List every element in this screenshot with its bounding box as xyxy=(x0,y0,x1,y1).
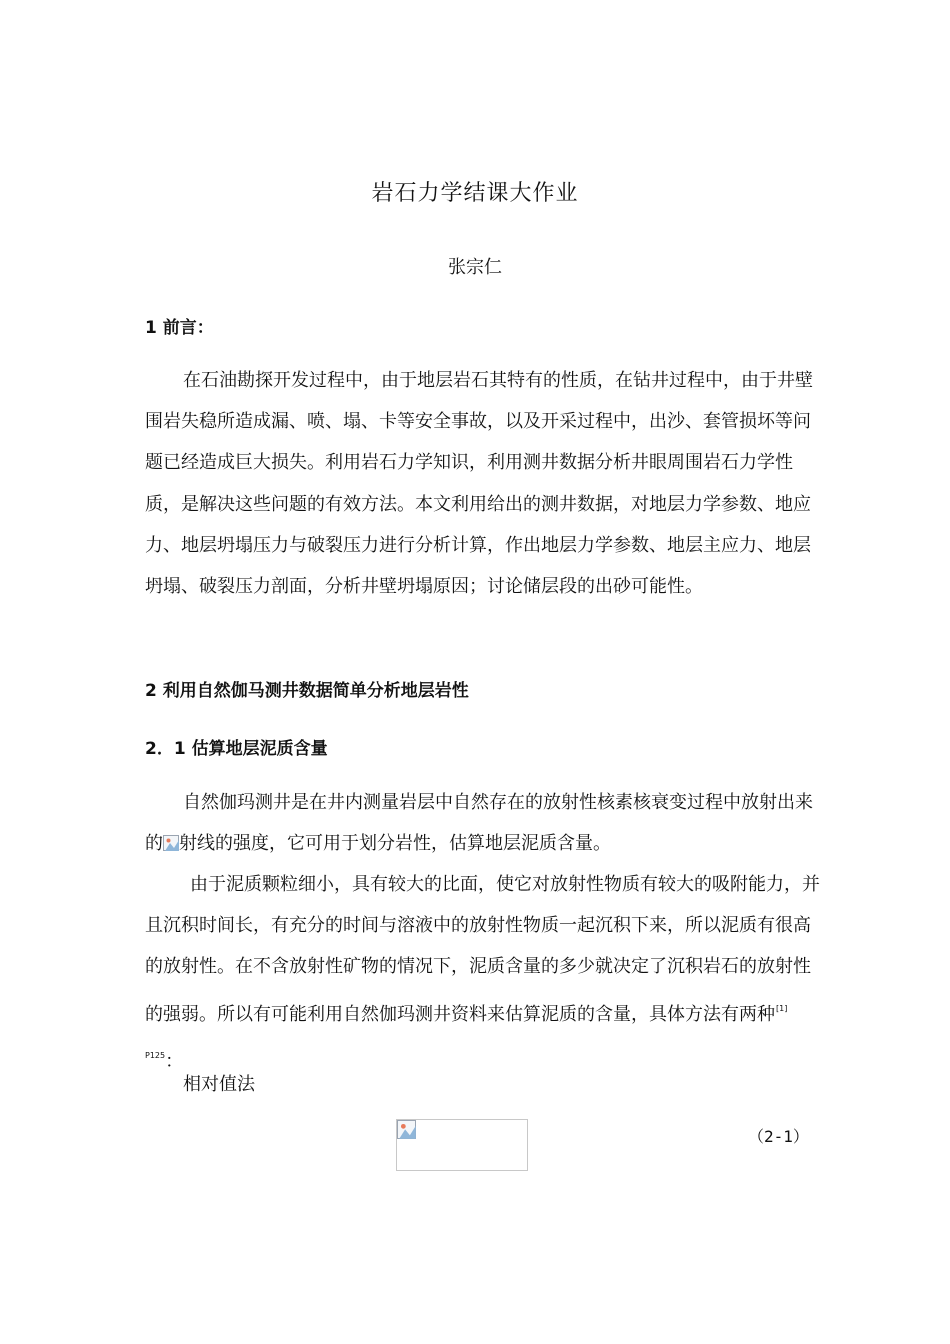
gamma-symbol-image-icon xyxy=(163,835,179,851)
shale-text: 由于泥质颗粒细小，具有较大的比面，使它对放射性物质有较大的吸附能力，并且沉积时间长，有充分的时间与溶液中的放射性物质一起沉积下来，所以泥质有很高的放射性。在不含放射性矿物的情况下，泥质含量的多少就决定了沉积岩石的放射性的强弱。所以有可能利用自然伽玛测井资料来估算泥质的含量，具体方法有两种 xyxy=(145,874,820,1025)
equation-image xyxy=(396,1119,528,1171)
section-2-1-heading: 2．1 估算地层泥质含量 xyxy=(145,739,328,759)
document-title: 岩石力学结课大作业 xyxy=(371,181,579,206)
shale-paragraph xyxy=(145,864,820,1082)
gamma-text-before: 自然伽玛测井是在井内测量岩层中自然存在的放射性核素核衰变过程中放射出来的 xyxy=(145,792,813,855)
gamma-paragraph xyxy=(145,782,820,864)
equation-number: （2-1） xyxy=(748,1127,809,1146)
author-name: 张宗仁 xyxy=(448,257,502,278)
citation-reference: [1] P125 xyxy=(145,1003,788,1060)
section-2-heading: 2 利用自然伽马测井数据简单分析地层岩性 xyxy=(145,681,469,701)
gamma-text-after: 射线的强度，它可用于划分岩性，估算地层泥质含量。 xyxy=(179,833,611,855)
broken-image-icon xyxy=(397,1120,416,1139)
method-label: 相对值法 xyxy=(183,1074,255,1095)
shale-text-end: ： xyxy=(165,1050,184,1072)
intro-paragraph xyxy=(145,360,820,607)
section-1-heading: 1 前言： xyxy=(145,318,214,338)
intro-text: 在石油勘探开发过程中，由于地层岩石其特有的性质，在钻井过程中，由于井壁围岩失稳所造成漏、喷、塌、卡等安全事故，以及开采过程中，出沙、套管损坏等问题已经造成巨大损失。利用岩石力学知识，利用测井数据分析井眼周围岩石力学性质，是解决这些问题的有效方法。本文利用给出的测井数据，对地层力学参数、地应力、地层坍塌压力与破裂压力进行分析计算，作出地层力学参数、地层主应力、地层坍塌、破裂压力剖面，分析井壁坍塌原因；讨论储层段的出砂可能性。 xyxy=(145,370,813,598)
